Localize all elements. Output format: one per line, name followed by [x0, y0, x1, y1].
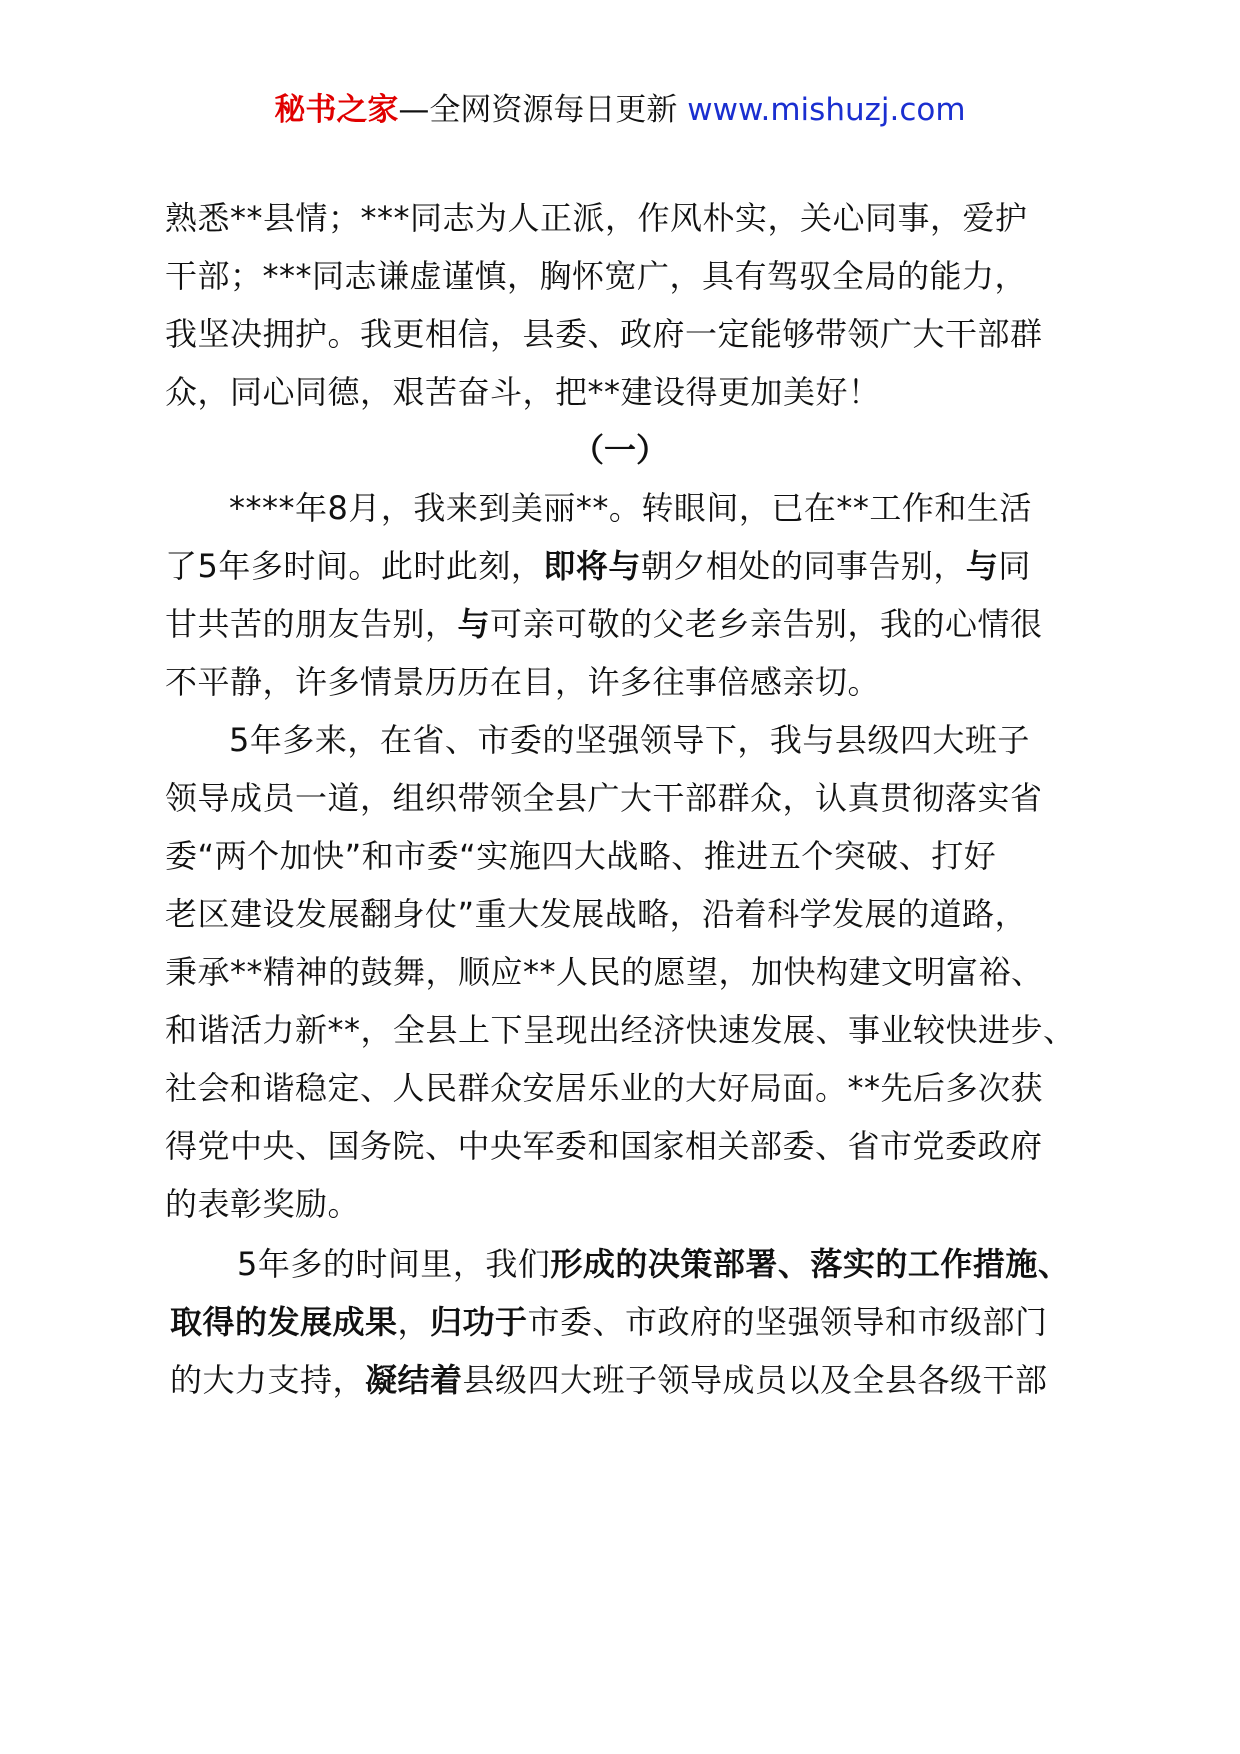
paragraph-line: 委“两个加快”和市委“实施四大战略、推进五个突破、打好	[165, 837, 997, 875]
bold-text: 凝结着	[365, 1361, 463, 1399]
text-span: 甘共苦的朋友告别，	[165, 605, 458, 643]
paragraph-line	[170, 1358, 1100, 1402]
site-brand: 秘书之家	[274, 92, 399, 128]
text-span: 了5年多时间。此时此刻，	[165, 547, 544, 585]
bold-text: 归功于	[430, 1303, 528, 1341]
paragraph-line: 的表彰奖励。	[165, 1185, 361, 1223]
bold-text: 即将与	[543, 547, 641, 585]
site-slogan: —全网资源每日更新	[398, 92, 678, 128]
text-span: 可亲可敬的父老乡亲告别，我的心情很	[490, 605, 1043, 643]
bold-text: 与	[965, 547, 999, 585]
paragraph-line: 得党中央、国务院、中央军委和国家相关部委、省市党委政府	[165, 1127, 1043, 1165]
text-span: 县级四大班子领导成员以及全县各级干部	[462, 1361, 1048, 1399]
section-heading: （一）	[571, 431, 668, 469]
paragraph-line: 我坚决拥护。我更相信，县委、政府一定能够带领广大干部群	[165, 315, 1043, 353]
paragraph-line: 5年多来，在省、市委的坚强领导下，我与县级四大班子	[229, 721, 1030, 759]
paragraph-line: 不平静，许多情景历历在目，许多往事倍感亲切。	[165, 663, 881, 701]
text-span: ，	[397, 1303, 431, 1341]
paragraph-line: 熟悉**县情；***同志为人正派，作风朴实，关心同事，爱护	[165, 199, 1028, 237]
paragraph-line: 社会和谐稳定、人民群众安居乐业的大好局面。**先后多次获	[165, 1069, 1044, 1107]
paragraph-line	[165, 544, 1095, 588]
bold-text: 取得的发展成果	[170, 1303, 398, 1341]
paragraph-line: ****年8月，我来到美丽**。转眼间，已在**工作和生活	[229, 489, 1032, 527]
paragraph-line	[165, 1242, 1095, 1286]
paragraph-line	[165, 602, 1095, 646]
paragraph-line: 领导成员一道，组织带领全县广大干部群众，认真贯彻落实省	[165, 779, 1043, 817]
text-span: 市委、市政府的坚强领导和市级部门	[527, 1303, 1048, 1341]
paragraph-line: 众，同心同德，艰苦奋斗，把**建设得更加美好！	[165, 373, 881, 411]
text-span: 同	[998, 547, 1031, 585]
text-span: 5年多的时间里，我们	[237, 1245, 551, 1283]
paragraph-line: 和谐活力新**，全县上下呈现出经济快速发展、事业较快进步、	[165, 1011, 1076, 1049]
site-url-link[interactable]: www.mishuzj.com	[687, 92, 966, 128]
paragraph-line: 老区建设发展翻身仗”重大发展战略，沿着科学发展的道路，	[165, 895, 1028, 933]
paragraph-line	[170, 1300, 1100, 1344]
paragraph-line: 干部；***同志谦虚谨慎，胸怀宽广，具有驾驭全局的能力，	[165, 257, 1028, 295]
bold-text: 形成的决策部署、落实的工作措施、	[550, 1245, 1071, 1283]
bold-text: 与	[457, 605, 491, 643]
text-span: 朝夕相处的同事告别，	[640, 547, 966, 585]
paragraph-line: 秉承**精神的鼓舞，顺应**人民的愿望，加快构建文明富裕、	[165, 953, 1044, 991]
text-span: 的大力支持，	[170, 1361, 366, 1399]
site-header	[0, 90, 1240, 130]
